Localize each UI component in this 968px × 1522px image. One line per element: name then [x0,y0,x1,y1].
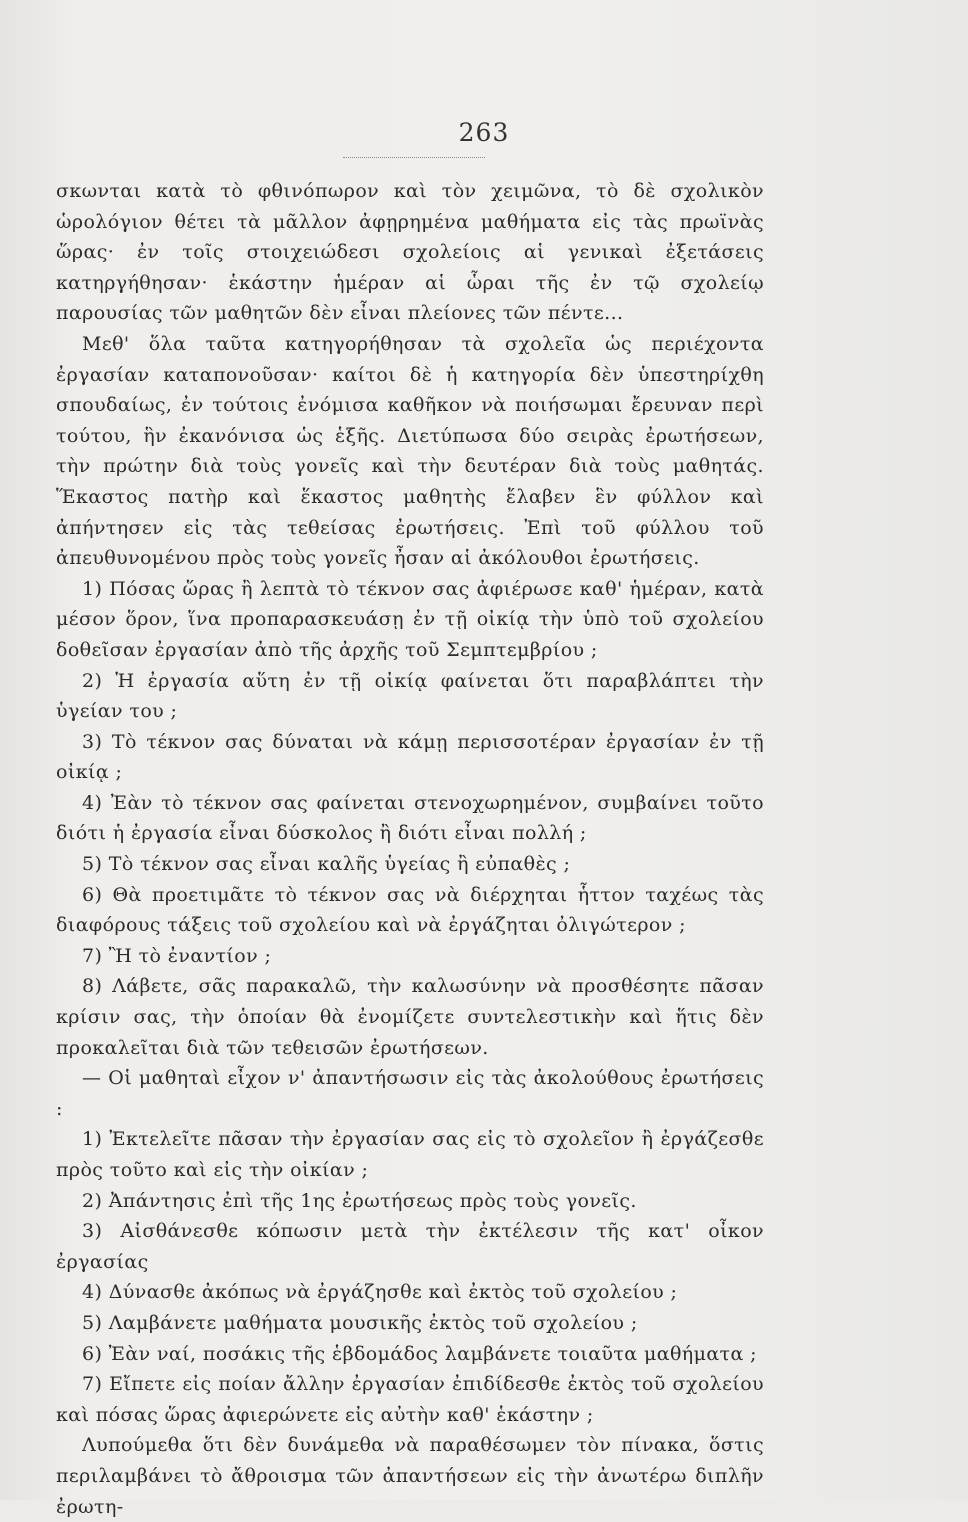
student-question-1: 1) Ἐκτελεῖτε πᾶσαν τὴν ἐργασίαν σας εἰς τὸ σχολεῖον ἢ ἐργάζεσθε πρὸς τοῦτο καὶ εἰς τὴν οἰκίαν ; [56,1128,764,1181]
paragraph-continuation: σκωνται κατὰ τὸ φθινόπωρον καὶ τὸν χειμῶνα, τὸ δὲ σχολικὸν ὡρολόγιον θέτει τὰ μᾶλλον ἀφῃρημένα μαθήματα εἰς τὰς πρωϊνὰς ὥρας· ἐν τοῖς στοιχειώδεσι σχολείοις αἱ γενικαὶ ἐξετάσεις κατηργήθησαν· ἑκάστην ἡμέραν αἱ ὧραι τῆς ἐν τῷ σχολείῳ παρουσίας τῶν μαθητῶν δὲν εἶναι πλείονες τῶν πέντε... [56,180,764,325]
student-question-5: 5) Λαμβάνετε μαθήματα μουσικῆς ἐκτὸς τοῦ σχολείου ; [82,1311,638,1334]
student-questions-intro: — Οἱ μαθηταὶ εἶχον ν' ἀπαντήσωσιν εἰς τὰς ἀκολούθους ἐρωτήσεις : [56,1067,764,1120]
parent-question-1: 1) Πόσας ὥρας ἢ λεπτὰ τὸ τέκνον σας ἀφιέρωσε καθ' ἡμέραν, κατὰ μέσον ὅρον, ἵνα προπαρασκευάσῃ ἐν τῇ οἰκίᾳ τὴν ὑπὸ τοῦ σχολείου δοθεῖσαν ἐργασίαν ἀπὸ τῆς ἀρχῆς τοῦ Σεμπτεμβρίου ; [56,577,764,661]
parent-question-3: 3) Τὸ τέκνον σας δύναται νὰ κάμῃ περισσοτέραν ἐργασίαν ἐν τῇ οἰκίᾳ ; [56,730,764,784]
student-question-3: 3) Αἰσθάνεσθε κόπωσιν μετὰ τὴν ἐκτέλεσιν τῆς κατ' οἶκον ἐργασίας [56,1220,764,1273]
student-question-6: 6) Ἐὰν ναί, ποσάκις τῆς ἑβδομάδος λαμβάνετε τοιαῦτα μαθήματα ; [82,1342,757,1365]
student-question-7: 7) Εἴπετε εἰς ποίαν ἄλλην ἐργασίαν ἐπιδίδεσθε ἐκτὸς τοῦ σχολείου καὶ πόσας ὥρας ἀφιερώνετε εἰς αὐτὴν καθ' ἑκάστην ; [56,1373,764,1426]
paragraph-investigation: Μεθ' ὅλα ταῦτα κατηγορήθησαν τὰ σχολεῖα ὡς περιέχοντα ἐργασίαν καταπονοῦσαν· καίτοι δὲ ἡ κατηγορία δὲν ὑπεστηρίχθη σπουδαίως, ἐν τούτοις ἐνόμισα καθῆκον νὰ ποιήσωμαι ἔρευναν περὶ τούτου, ἣν ἐκανόνισα ὡς ἑξῆς. Διετύπωσα δύο σειρὰς ἐρωτήσεων, τὴν πρώτην διὰ τοὺς γονεῖς καὶ τὴν δευτέραν διὰ τοὺς μαθητάς. Ἕκαστος πατὴρ καὶ ἕκαστος μαθητὴς ἔλαβεν ἓν φύλλον καὶ ἀπήντησεν εἰς τὰς τεθείσας ἐρωτήσεις. Ἐπὶ τοῦ φύλλου τοῦ ἀπευθυνομένου πρὸς τοὺς γονεῖς ἦσαν αἱ ἀκόλουθοι ἐρωτήσεις. [56,332,764,570]
parent-question-8: 8) Λάβετε, σᾶς παρακαλῶ, τὴν καλωσύνην νὰ προσθέσητε πᾶσαν κρίσιν σας, τὴν ὁποίαν θὰ ἐνομίζετε συντελεστικὴν καὶ ἥτις δὲν προκαλεῖται διὰ τῶν τεθεισῶν ἐρωτήσεων. [56,975,764,1059]
page-number-rule [343,157,485,158]
parent-question-4: 4) Ἐὰν τὸ τέκνον σας φαίνεται στενοχωρημένον, συμβαίνει τοῦτο διότι ἡ ἐργασία εἶναι δύσκολος ἢ διότι εἶναι πολλή ; [56,791,764,845]
student-question-2: 2) Ἀπάντησις ἐπὶ τῆς 1ης ἐρωτήσεως πρὸς τοὺς γονεῖς. [82,1189,637,1212]
paragraph-closing: Λυπούμεθα ὅτι δὲν δυνάμεθα νὰ παραθέσωμεν τὸν πίνακα, ὅστις περιλαμβάνει τὸ ἄθροισμα τῶν ἀπαντήσεων εἰς τὴν ἀνωτέρω διπλῆν ἐρωτη- [56,1434,764,1518]
page-number: 263 [458,118,510,147]
parent-question-5: 5) Τὸ τέκνον σας εἶναι καλῆς ὑγείας ἢ εὐπαθὲς ; [82,853,571,876]
parent-question-6: 6) Θὰ προετιμᾶτε τὸ τέκνον σας νὰ διέρχηται ἧττον ταχέως τὰς διαφόρους τάξεις τοῦ σχολείου καὶ νὰ ἐργάζηται ὀλιγώτερον ; [56,883,764,937]
body-text [56,176,764,1522]
student-question-4: 4) Δύνασθε ἀκόπως νὰ ἐργάζησθε καὶ ἐκτὸς τοῦ σχολείου ; [82,1281,678,1304]
parent-question-2: 2) Ἡ ἐργασία αὕτη ἐν τῇ οἰκίᾳ φαίνεται ὅτι παραβλάπτει τὴν ὑγείαν του ; [56,669,764,723]
parent-question-7: 7) Ἢ τὸ ἐναντίον ; [82,944,272,967]
